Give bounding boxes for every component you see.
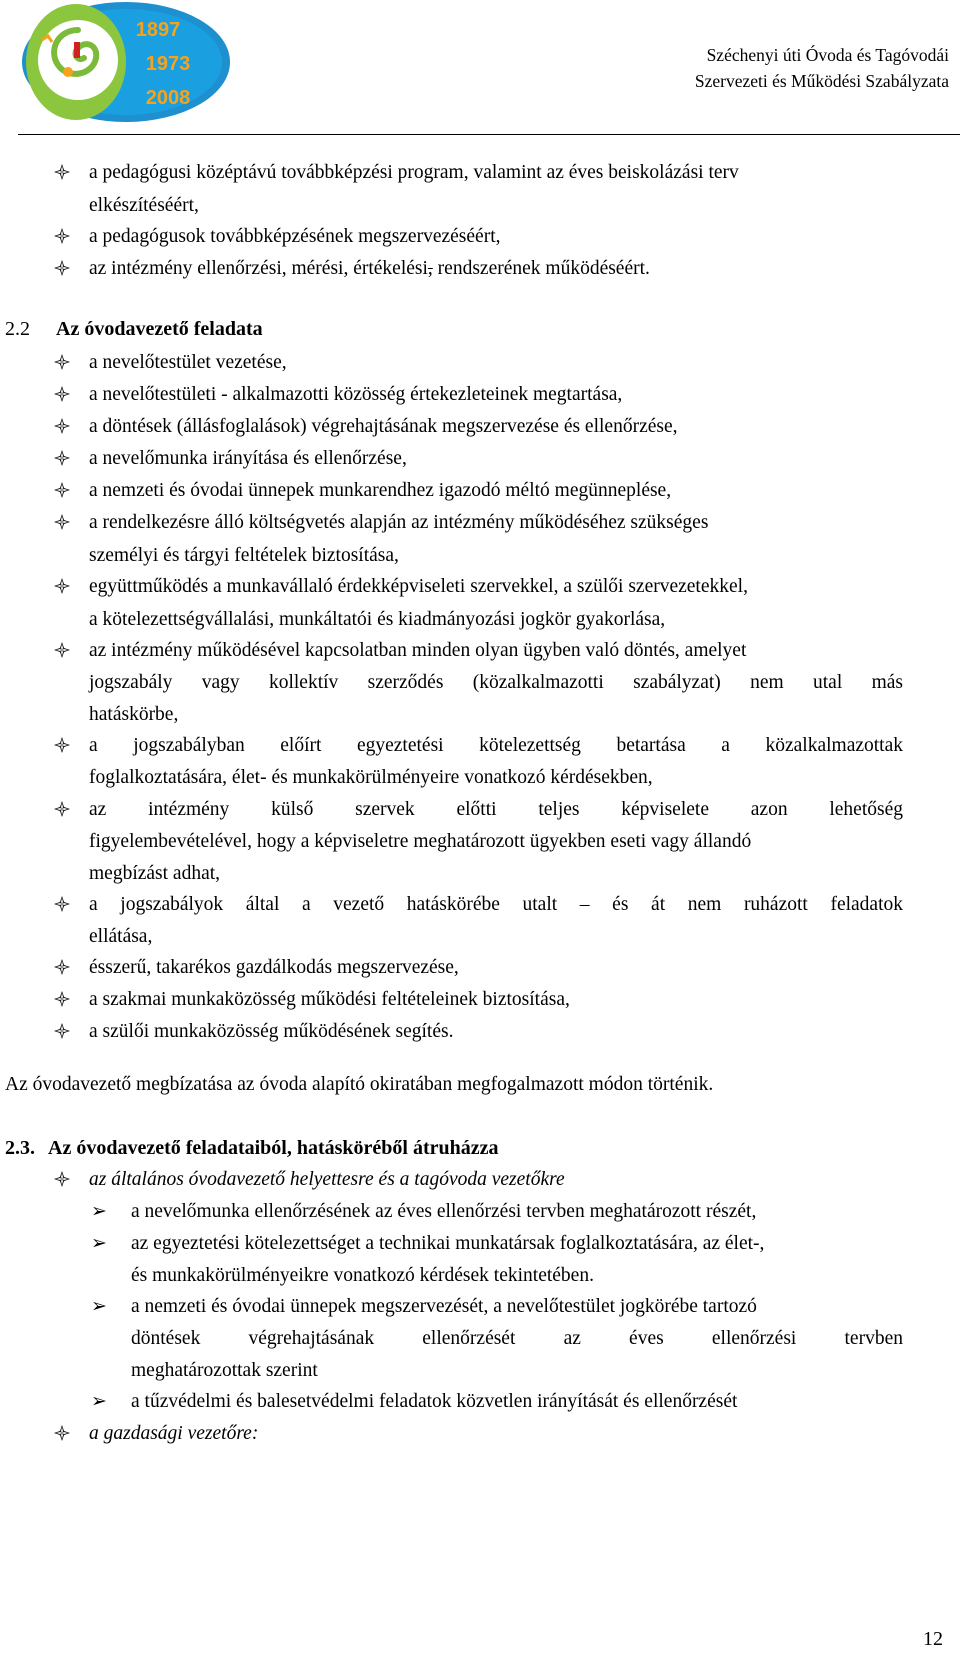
arrow-bullet-icon: ➢	[91, 1295, 107, 1317]
list-item-continuation: a kötelezettségvállalási, munkáltatói és kiadmányozási jogkör gyakorlása,	[89, 609, 666, 630]
diamond-bullet-icon	[54, 260, 70, 276]
list-item-italic: a gazdasági vezetőre:	[89, 1423, 259, 1444]
sub-list-item: a nemzeti és óvodai ünnepek megszervezését, a nevelőtestület jogkörébe tartozó	[131, 1296, 757, 1317]
struck-comma: ,	[427, 258, 433, 279]
sub-list-item: az egyeztetési kötelezettséget a technikai munkatársak foglalkoztatására, az élet-,	[131, 1233, 765, 1254]
diamond-bullet-icon	[54, 228, 70, 244]
arrow-bullet-icon: ➢	[91, 1232, 107, 1254]
list-item-text-end: rendszerének működéséért.	[432, 258, 650, 279]
list-item: a pedagógusi középtávú továbbképzési program, valamint az éves beiskolázási terv	[89, 162, 739, 183]
list-item: a nemzeti és óvodai ünnepek munkarendhez igazodó méltó megünneplése,	[89, 480, 672, 501]
header-title-line1: Széchenyi úti Óvoda és Tagóvodái	[706, 45, 949, 65]
diamond-bullet-icon	[54, 418, 70, 434]
kindergarten-logo	[18, 0, 234, 128]
logo-year-2: 1973	[145, 53, 191, 75]
diamond-bullet-icon	[54, 514, 70, 530]
page-number: 12	[923, 1628, 943, 1650]
section-heading-2-2	[5, 313, 263, 346]
list-item-continuation: ellátása,	[89, 926, 153, 947]
list-item: a szülői munkaközösség működésének segítés.	[89, 1021, 454, 1042]
list-item-continuation: jogszabály vagy kollektív szerződés (közalkalmazotti szabályzat) nem utal más	[89, 672, 903, 693]
diamond-bullet-icon	[54, 896, 70, 912]
list-item-continuation: megbízást adhat,	[89, 863, 221, 884]
list-item	[89, 252, 650, 285]
list-item: az intézmény külső szervek előtti teljes képviselete azon lehetőség	[89, 799, 903, 820]
diamond-bullet-icon	[54, 959, 70, 975]
arrow-bullet-icon: ➢	[91, 1390, 107, 1412]
diamond-bullet-icon	[54, 354, 70, 370]
diamond-bullet-icon	[54, 482, 70, 498]
diamond-bullet-icon	[54, 642, 70, 658]
diamond-bullet-icon	[54, 1023, 70, 1039]
list-item-continuation: hatáskörbe,	[89, 704, 179, 725]
diamond-bullet-icon	[54, 450, 70, 466]
diamond-bullet-icon	[54, 801, 70, 817]
sub-list-item-continuation: meghatározottak szerint	[131, 1360, 318, 1381]
header-divider	[18, 134, 960, 135]
sub-list-item-continuation: döntések végrehajtásának ellenőrzését az éves ellenőrzési tervben	[131, 1328, 903, 1349]
list-item-continuation: foglalkoztatására, élet- és munkakörülményeire vonatkozó kérdésekben,	[89, 767, 653, 788]
list-item: a nevelőmunka irányítása és ellenőrzése,	[89, 448, 407, 469]
section-heading-2-3	[5, 1132, 499, 1165]
sub-list-item: a nevelőmunka ellenőrzésének az éves ellenőrzési tervben meghatározott részét,	[131, 1201, 757, 1222]
section-title: Az óvodavezető feladata	[56, 318, 263, 340]
header-title	[695, 42, 949, 94]
list-item-italic: az általános óvodavezető helyettesre és a tagóvoda vezetőkre	[89, 1169, 565, 1190]
list-item-text: az intézmény ellenőrzési, mérési, értékelési	[89, 258, 428, 279]
diamond-bullet-icon	[54, 1171, 70, 1187]
list-item-continuation: elkészítéséért,	[89, 195, 199, 216]
list-item: együttműködés a munkavállaló érdekképviseleti szervekkel, a szülői szervezetekkel,	[89, 576, 748, 597]
logo-graphic	[18, 0, 234, 128]
diamond-bullet-icon	[54, 737, 70, 753]
list-item: a nevelőtestület vezetése,	[89, 352, 287, 373]
body-paragraph: Az óvodavezető megbízatása az óvoda alapító okiratában megfogalmazott módon történik.	[5, 1074, 714, 1095]
list-item: az intézmény működésével kapcsolatban minden olyan ügyben való döntés, amelyet	[89, 640, 747, 661]
list-item: a pedagógusok továbbképzésének megszervezéséért,	[89, 226, 501, 247]
diamond-bullet-icon	[54, 386, 70, 402]
list-item-continuation: személyi és tárgyi feltételek biztosítása,	[89, 545, 399, 566]
list-item: a szakmai munkaközösség működési feltételeinek biztosítása,	[89, 989, 570, 1010]
diamond-bullet-icon	[54, 1425, 70, 1441]
list-item: a jogszabályban előírt egyeztetési kötelezettség betartása a közalkalmazottak	[89, 735, 903, 756]
list-item: a jogszabályok által a vezető hatáskörébe utalt – és át nem ruházott feladatok	[89, 894, 903, 915]
section-number: 2.2	[5, 318, 30, 340]
list-item: a nevelőtestületi - alkalmazotti közösség értekezleteinek megtartása,	[89, 384, 623, 405]
logo-year-3: 2008	[145, 87, 191, 109]
sub-list-item: a tűzvédelmi és balesetvédelmi feladatok közvetlen irányítását és ellenőrzését	[131, 1391, 738, 1412]
diamond-bullet-icon	[54, 164, 70, 180]
diamond-bullet-icon	[54, 991, 70, 1007]
logo-year-1: 1897	[135, 19, 181, 41]
header-title-line2: Szervezeti és Működési Szabályzata	[694, 71, 949, 91]
arrow-bullet-icon: ➢	[91, 1200, 107, 1222]
sub-list-item-continuation: és munkakörülményeikre vonatkozó kérdések tekintetében.	[131, 1265, 594, 1286]
list-item: a rendelkezésre álló költségvetés alapján az intézmény működéséhez szükséges	[89, 512, 709, 533]
section-number: 2.3.	[5, 1137, 35, 1159]
section-title: Az óvodavezető feladataiból, hatásköréből átruházza	[48, 1137, 499, 1159]
list-item-continuation: figyelembevételével, hogy a képviseletre meghatározott ügyekben eseti vagy állandó	[89, 831, 752, 852]
list-item: a döntések (állásfoglalások) végrehajtásának megszervezése és ellenőrzése,	[89, 416, 678, 437]
diamond-bullet-icon	[54, 578, 70, 594]
list-item: ésszerű, takarékos gazdálkodás megszervezése,	[89, 957, 459, 978]
page-header	[0, 0, 960, 136]
